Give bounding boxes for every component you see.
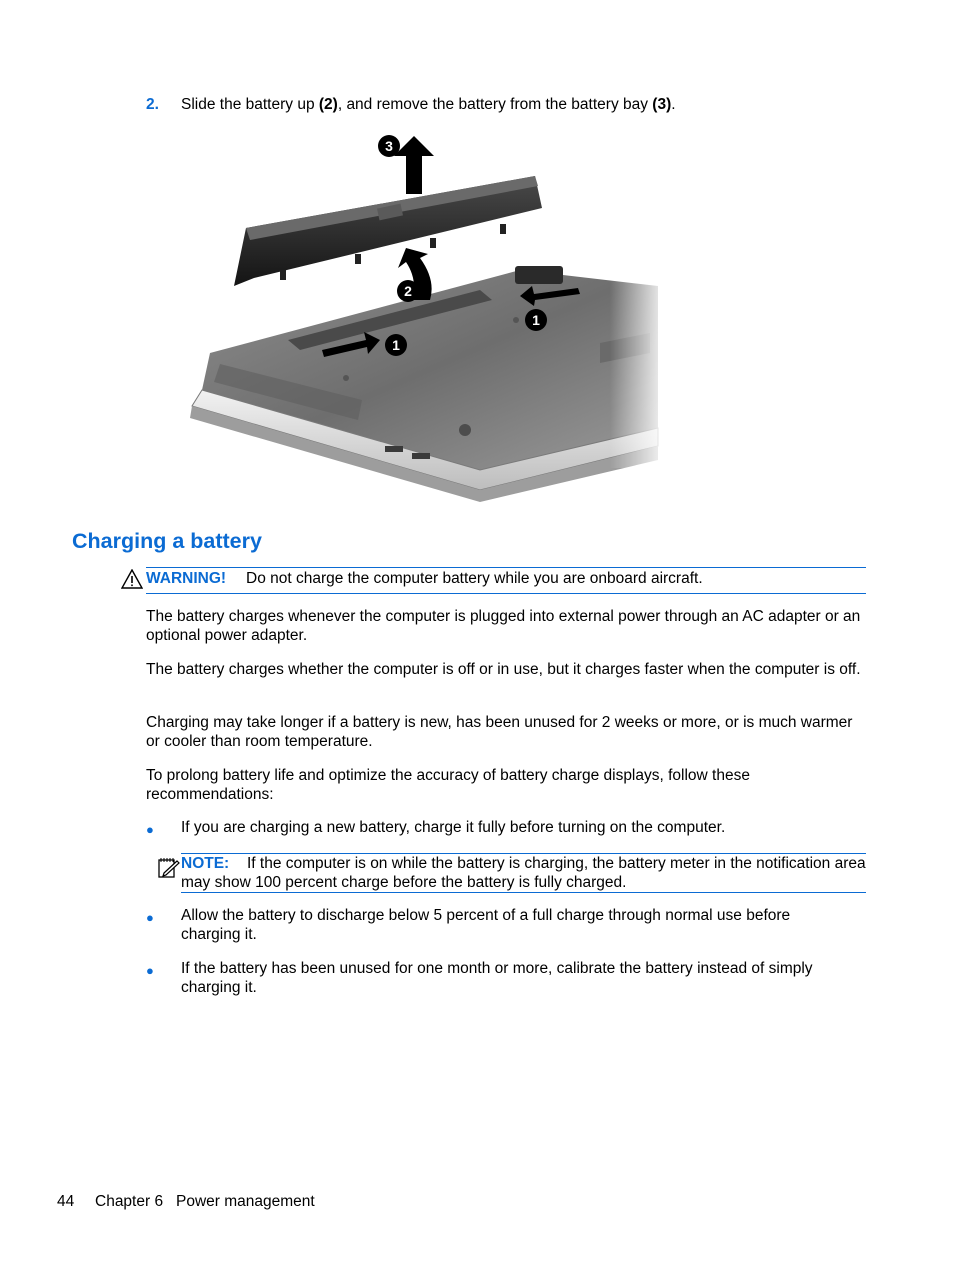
- list-item: If the battery has been unused for one month or more, calibrate the battery instead of simply charging it.: [181, 960, 813, 996]
- paragraph: To prolong battery life and optimize the accuracy of battery charge displays, follow these recommendations:: [146, 767, 750, 803]
- callout-3: [378, 135, 400, 157]
- step-text: Slide the battery up (2), and remove the battery from the battery bay (3).: [181, 96, 676, 113]
- paragraph: The battery charges whenever the computer is plugged into external power through an AC adapter or an optional power adapter.: [146, 608, 861, 644]
- battery: [234, 176, 542, 286]
- bullet-icon: ●: [146, 963, 154, 978]
- bullet-icon: ●: [146, 822, 154, 837]
- callout-1-left: [385, 334, 407, 356]
- warning-text: Do not charge the computer battery while you are onboard aircraft.: [246, 570, 703, 587]
- arrow-up-icon: [394, 136, 434, 194]
- warning-triangle-icon: [121, 569, 143, 589]
- svg-text:2: 2: [404, 283, 412, 299]
- paragraph: The battery charges whether the computer is off or in use, but it charges faster when the computer is off.: [146, 661, 861, 678]
- step-number: 2.: [146, 96, 159, 113]
- list-item: If you are charging a new battery, charge it fully before turning on the computer.: [181, 819, 726, 836]
- warning-callout: [146, 567, 866, 594]
- footer-chapter: Chapter 6 Power management: [95, 1193, 315, 1210]
- list-item: Allow the battery to discharge below 5 percent of a full charge through normal use before charging it.: [181, 907, 791, 943]
- section-heading: Charging a battery: [72, 529, 262, 553]
- callout-ref-2: (2): [318, 96, 338, 113]
- svg-text:1: 1: [532, 312, 540, 328]
- note-label: NOTE:: [181, 855, 230, 872]
- note-text: If the computer is on while the battery is charging, the battery meter in the notification area may show 100 percent charge before the battery is fully charged.: [181, 855, 866, 891]
- svg-text:1: 1: [392, 337, 400, 353]
- battery-removal-illustration: [180, 128, 670, 506]
- callout-ref-3: (3): [652, 96, 672, 113]
- page-number: 44: [57, 1193, 75, 1210]
- bullet-icon: ●: [146, 910, 154, 925]
- laptop-base: [190, 266, 670, 502]
- callout-1-right: [525, 309, 547, 331]
- svg-text:3: 3: [385, 138, 393, 154]
- note-callout: [181, 853, 866, 893]
- note-pad-icon: [156, 855, 180, 879]
- warning-label: WARNING!: [146, 570, 227, 587]
- paragraph: Charging may take longer if a battery is new, has been unused for 2 weeks or more, or is much warmer or cooler than room temperature.: [146, 714, 853, 750]
- callout-2: [397, 280, 419, 302]
